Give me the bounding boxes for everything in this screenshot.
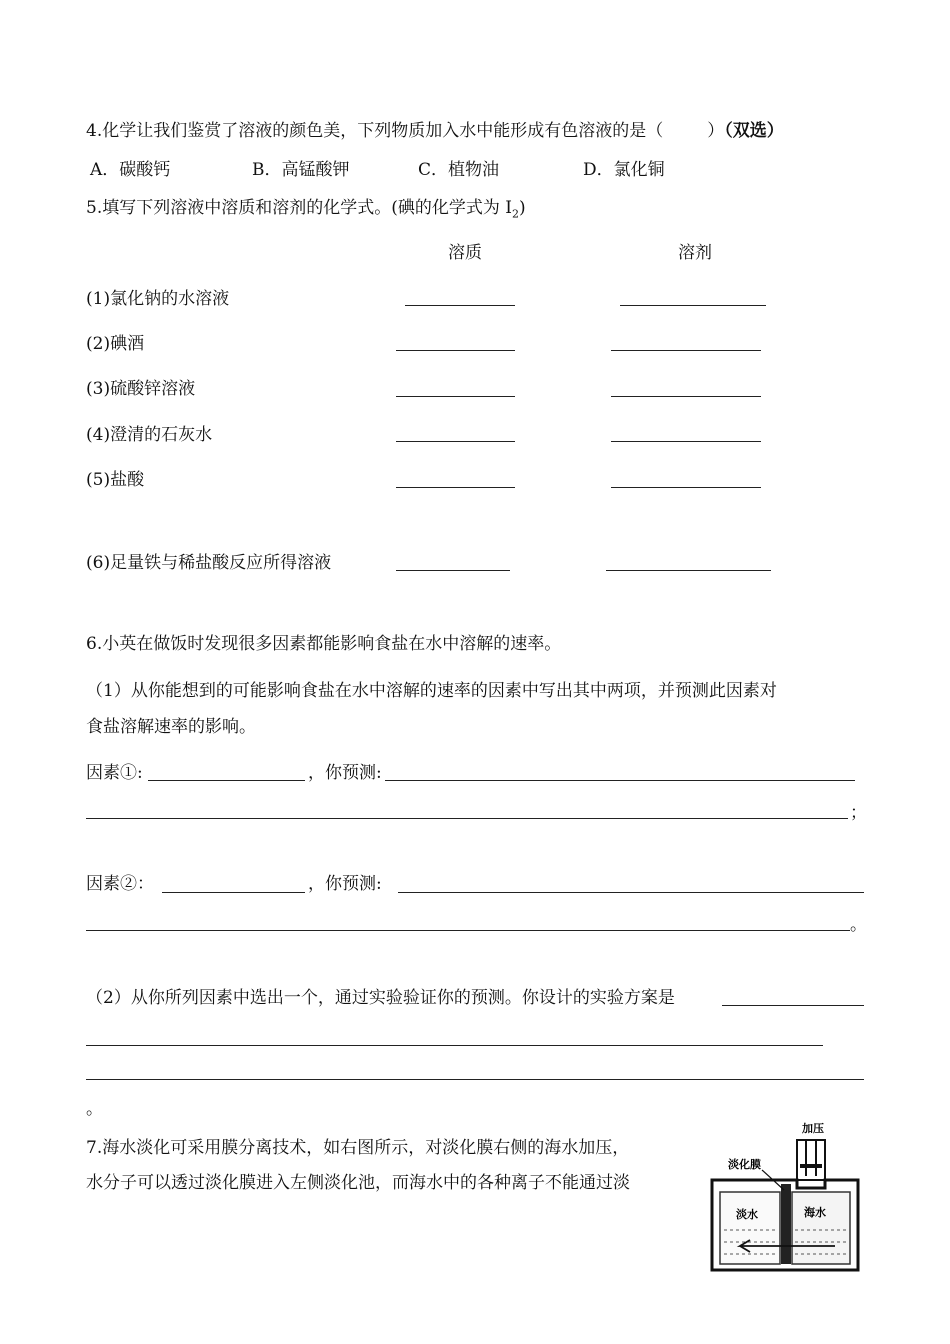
q5-row-2-label: (2)碘酒	[86, 334, 145, 354]
q5-row-3-solute-blank[interactable]	[396, 396, 515, 397]
q6-factor2-blank[interactable]	[162, 892, 305, 893]
fresh-water-pool	[720, 1192, 780, 1264]
q5-row-5-label: (5)盐酸	[86, 470, 145, 490]
q5-row-6-solute-blank[interactable]	[396, 570, 510, 571]
q6-predict2-blank[interactable]	[398, 892, 864, 893]
q6-period: 。	[850, 915, 867, 935]
membrane	[781, 1184, 791, 1264]
q5-row-4-solvent-blank[interactable]	[611, 441, 761, 442]
q4-stem: 4.化学让我们鉴赏了溶液的颜色美，下列物质加入水中能形成有色溶液的是（	[86, 121, 664, 141]
q5-row-6-label: (6)足量铁与稀盐酸反应所得溶液	[86, 553, 332, 573]
q5-row-4-label: (4)澄清的石灰水	[86, 425, 213, 445]
q6-predict1-blank[interactable]	[385, 780, 855, 781]
q6-factor1-blank[interactable]	[148, 780, 305, 781]
label-fresh-water: 淡水	[736, 1208, 758, 1221]
q5-row-2-solvent-blank[interactable]	[611, 350, 761, 351]
sea-water-pool	[792, 1192, 850, 1264]
q4-option-a: A．碳酸钙	[90, 160, 171, 180]
q4-close-paren: ）	[707, 121, 725, 141]
q6-factor2-label: 因素②：	[86, 874, 154, 894]
q5-stem: 5.填写下列溶液中溶质和溶剂的化学式。(碘的化学式为 $I_2$)	[86, 198, 526, 221]
q6-end-period: 。	[86, 1099, 103, 1119]
piston	[800, 1164, 822, 1168]
label-pressure: 加压	[802, 1122, 824, 1135]
label-sea-water: 海水	[804, 1206, 826, 1219]
q6-semicolon: ；	[850, 803, 867, 823]
desalination-diagram	[700, 1118, 870, 1278]
q6-predict1-blank-2[interactable]	[86, 818, 848, 819]
q5-row-5-solute-blank[interactable]	[396, 487, 515, 488]
q5-stem-subscript: 2	[511, 207, 519, 221]
q5-row-3-label: (3)硫酸锌溶液	[86, 379, 196, 399]
q6-factor1-label: 因素①:	[86, 763, 143, 783]
q5-row-6-solvent-blank[interactable]	[606, 570, 771, 571]
q6-part2-blank-2[interactable]	[86, 1045, 823, 1046]
q7-line1: 7.海水淡化可采用膜分离技术，如右图所示，对淡化膜右侧的海水加压，	[86, 1138, 630, 1158]
q5-row-2-solute-blank[interactable]	[396, 350, 515, 351]
q5-row-1-label: (1)氯化钠的水溶液	[86, 289, 230, 309]
q6-part2-blank[interactable]	[722, 1005, 864, 1006]
q5-row-3-solvent-blank[interactable]	[611, 396, 761, 397]
q6-stem: 6.小英在做饭时发现很多因素都能影响食盐在水中溶解的速率。	[86, 634, 562, 654]
q6-part2: （2）从你所列因素中选出一个，通过实验验证你的预测。你设计的实验方案是	[86, 988, 675, 1008]
pressure-tube	[797, 1140, 825, 1180]
q5-row-4-solute-blank[interactable]	[396, 441, 515, 442]
q5-row-1-solute-blank[interactable]	[405, 305, 515, 306]
q6-part1-line2: 食盐溶解速率的影响。	[86, 717, 256, 737]
q4-stem-line	[86, 120, 784, 142]
q5-col-solute: 溶质	[448, 243, 482, 263]
q6-predict1-label: ，你预测:	[308, 763, 382, 783]
q7-line2: 水分子可以透过淡化膜进入左侧淡化池，而海水中的各种离子不能通过淡	[86, 1173, 630, 1193]
q4-option-d: D．氯化铜	[583, 160, 665, 180]
q6-predict2-label: ，你预测:	[308, 874, 382, 894]
label-membrane: 淡化膜	[728, 1158, 761, 1171]
q6-predict2-blank-2[interactable]	[86, 930, 850, 931]
q5-col-solvent: 溶剂	[678, 243, 712, 263]
q5-row-1-solvent-blank[interactable]	[620, 305, 766, 306]
q4-tag: （双选）	[724, 121, 784, 141]
q6-part1-line1: （1）从你能想到的可能影响食盐在水中溶解的速率的因素中写出其中两项，并预测此因素对	[86, 681, 777, 701]
q4-option-c: C．植物油	[418, 160, 500, 180]
q4-option-b: B．高锰酸钾	[252, 160, 350, 180]
q5-row-5-solvent-blank[interactable]	[611, 487, 761, 488]
q6-part2-blank-3[interactable]	[86, 1079, 864, 1080]
